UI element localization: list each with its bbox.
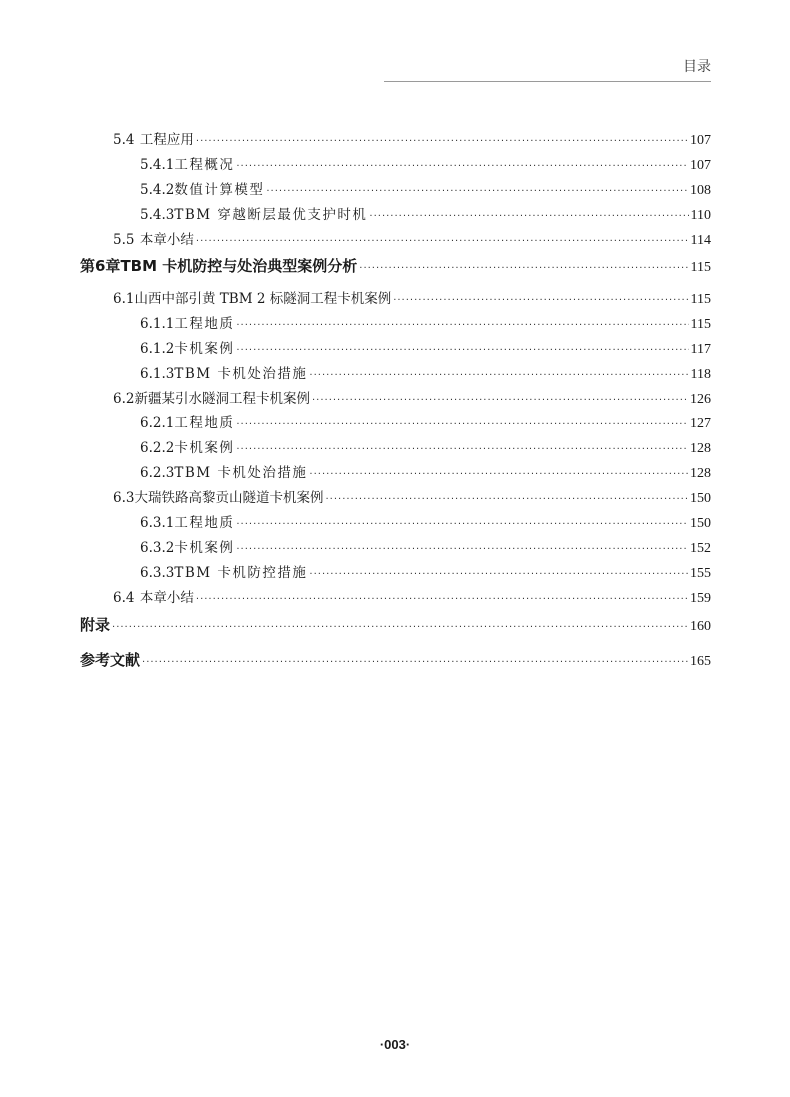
- toc-entry-subsection[interactable]: [140, 156, 711, 176]
- toc-entry-number: 6.2.3: [140, 465, 175, 481]
- toc-entry-section[interactable]: [113, 390, 711, 410]
- toc-entry-page: 160: [690, 619, 711, 634]
- toc-entry-title: TBM 卡机处治措施: [174, 465, 308, 481]
- toc-entry-subsection[interactable]: [140, 514, 711, 534]
- dot-leader: [236, 441, 688, 459]
- toc-entry-page: 107: [690, 133, 711, 148]
- toc-entry-number: 6.3.2: [140, 540, 175, 556]
- toc-entry-page: 128: [690, 466, 711, 481]
- dot-leader: [266, 183, 688, 201]
- toc-entry-page: 107: [690, 158, 711, 173]
- toc-entry-appendix[interactable]: [80, 616, 711, 637]
- toc-entry-page: 150: [690, 516, 711, 531]
- toc-entry-page: 110: [690, 208, 711, 223]
- toc-entry-section[interactable]: [113, 290, 711, 310]
- toc-entry-number: 5.5: [113, 232, 135, 248]
- toc-entry-title: 参考文献: [80, 651, 141, 669]
- toc-entry-page: 126: [690, 392, 711, 407]
- toc-entry-section[interactable]: [113, 589, 711, 609]
- dot-leader: [236, 516, 688, 534]
- toc-entry-title: 工程概况: [174, 157, 235, 173]
- toc-entry-title: 卡机案例: [174, 341, 235, 357]
- toc-entry-number: 6.3.1: [140, 515, 175, 531]
- toc-entry-number: 6.4: [113, 590, 135, 606]
- toc-entry-subsection[interactable]: [140, 340, 711, 360]
- toc-entry-number: 6.1: [113, 291, 135, 307]
- toc-entry-page: 115: [690, 260, 711, 275]
- toc-entry-title: 工程地质: [174, 316, 235, 332]
- toc-entry-title: 工程地质: [174, 515, 235, 531]
- toc-entry-page: 159: [690, 591, 711, 606]
- toc-entry-page: 152: [690, 541, 711, 556]
- toc-entry-subsection[interactable]: [140, 539, 711, 559]
- toc-entry-title: TBM 卡机防控与处治典型案例分析: [120, 257, 358, 275]
- toc-entry-section[interactable]: [113, 231, 711, 251]
- toc-entry-title: 本章小结: [139, 590, 194, 606]
- page-header-title: 目录: [683, 58, 711, 74]
- toc-entry-page: 118: [690, 367, 711, 382]
- dot-leader: [236, 317, 688, 335]
- toc-entry-number: 5.4.2: [140, 182, 175, 198]
- dot-leader: [112, 619, 688, 637]
- dot-leader: [369, 208, 688, 226]
- dot-leader: [196, 233, 689, 251]
- toc-entry-number: 6.2.2: [140, 440, 175, 456]
- toc-entry-subsection[interactable]: [140, 414, 711, 434]
- toc-entry-title: 山西中部引黄 TBM 2 标隧洞工程卡机案例: [134, 291, 392, 307]
- dot-leader: [236, 416, 688, 434]
- toc-entry-number: 6.3.3: [140, 565, 175, 581]
- toc-entry-title: 工程地质: [174, 415, 235, 431]
- toc-entry-section[interactable]: [113, 131, 711, 151]
- toc-entry-page: 117: [690, 342, 711, 357]
- dot-leader: [393, 292, 688, 310]
- dot-leader: [325, 491, 688, 509]
- toc-entry-section[interactable]: [113, 489, 711, 509]
- toc-entry-subsection[interactable]: [140, 464, 711, 484]
- toc-entry-subsection[interactable]: [140, 365, 711, 385]
- dot-leader: [309, 367, 688, 385]
- dot-leader: [309, 466, 688, 484]
- toc-entry-page: 127: [690, 416, 711, 431]
- dot-leader: [236, 541, 688, 559]
- toc-entry-number: 6.1.3: [140, 366, 175, 382]
- toc-entry-page: 150: [690, 491, 711, 506]
- dot-leader: [236, 158, 688, 176]
- toc-entry-page: 115: [690, 317, 711, 332]
- toc-entry-number: 6.2.1: [140, 415, 175, 431]
- toc-entry-page: 108: [690, 183, 711, 198]
- toc-entry-page: 165: [690, 654, 711, 669]
- toc-entry-title: 数值计算模型: [174, 182, 265, 198]
- toc-entry-subsection[interactable]: [140, 439, 711, 459]
- dot-leader: [142, 654, 688, 672]
- toc-entry-number: 6.3: [113, 490, 135, 506]
- toc-entry-title: TBM 卡机防控措施: [174, 565, 308, 581]
- toc-entry-title: 卡机案例: [174, 540, 235, 556]
- dot-leader: [359, 260, 688, 278]
- dot-leader: [196, 133, 688, 151]
- toc-entry-page: 155: [690, 566, 711, 581]
- toc-entry-title: 新疆某引水隧洞工程卡机案例: [134, 391, 310, 407]
- toc-entry-subsection[interactable]: [140, 315, 711, 335]
- toc-entry-title: TBM 穿越断层最优支护时机: [174, 207, 368, 223]
- toc-entry-page: 114: [690, 233, 711, 248]
- dot-leader: [236, 342, 688, 360]
- dot-leader: [312, 392, 688, 410]
- toc-entry-number: 6.1.2: [140, 341, 175, 357]
- toc-entry-title: 附录: [80, 616, 111, 634]
- toc-entry-title: TBM 卡机处治措施: [174, 366, 308, 382]
- toc-entry-subsection[interactable]: [140, 206, 711, 226]
- toc-entry-number: 5.4: [113, 132, 135, 148]
- toc-entry-chapter[interactable]: [80, 257, 711, 278]
- toc-entry-number: 6.2: [113, 391, 135, 407]
- toc-entry-title: 工程应用: [139, 132, 194, 148]
- toc-entry-number: 第6章: [80, 257, 121, 275]
- toc-entry-title: 本章小结: [139, 232, 194, 248]
- toc-entry-references[interactable]: [80, 651, 711, 672]
- toc-entry-page: 128: [690, 441, 711, 456]
- toc-entry-title: 大瑞铁路高黎贡山隧道卡机案例: [134, 490, 324, 506]
- dot-leader: [196, 591, 688, 609]
- toc-entry-page: 115: [690, 292, 711, 307]
- dot-leader: [309, 566, 688, 584]
- toc-entry-title: 卡机案例: [174, 440, 235, 456]
- toc-entry-number: 5.4.3: [140, 207, 175, 223]
- toc-entry-subsection[interactable]: [140, 564, 711, 584]
- toc-entry-subsection[interactable]: [140, 181, 711, 201]
- footer-page-number: ·003·: [379, 1037, 411, 1052]
- toc-entry-number: 6.1.1: [140, 316, 175, 332]
- toc-entry-number: 5.4.1: [140, 157, 175, 173]
